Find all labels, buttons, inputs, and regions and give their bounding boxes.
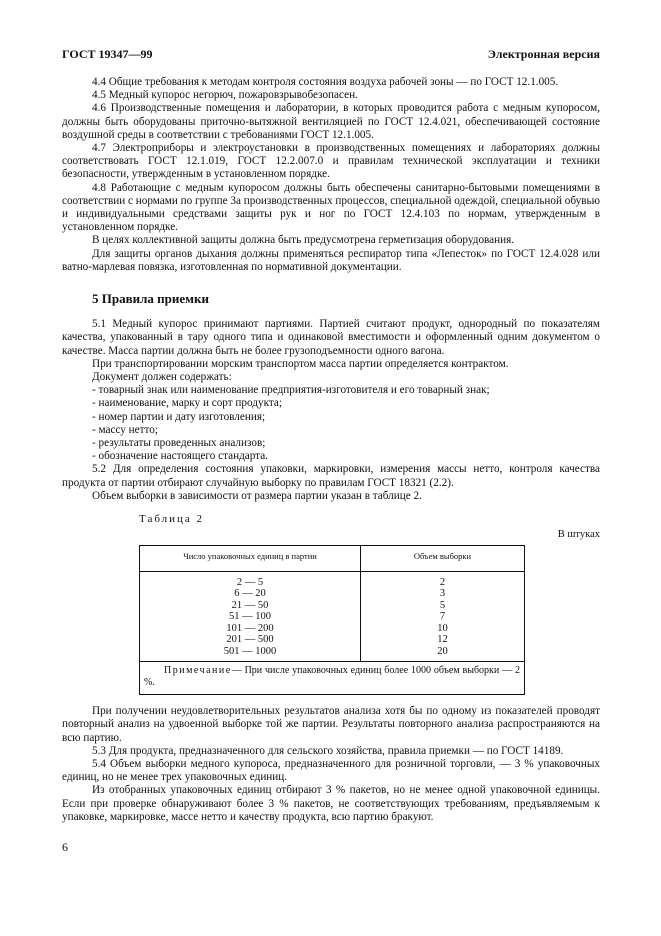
paragraph-5-4: 5.4 Объем выборки медного купороса, предназначенного для розничной торговли, — 3 % упаковочных единиц, но не менее трех упаковочных единиц. xyxy=(62,758,600,784)
paragraph-4-5: 4.5 Медный купорос негорюч, пожаровзрывобезопасен. xyxy=(92,89,358,102)
list-item: - наименование, марку и сорт продукта; xyxy=(92,397,282,410)
paragraph-document-contains: Документ должен содержать: xyxy=(92,371,232,384)
sample-column xyxy=(361,572,524,662)
version-label: Электронная версия xyxy=(487,47,600,61)
table-note-text: — При числе упаковочных единиц более 1000 объем выборки — 2 %. xyxy=(144,665,520,689)
list-item: - номер партии и дату изготовления; xyxy=(92,410,266,423)
paragraph-5-3: 5.3 Для продукта, предназначенного для сельского хозяйства, правила приемки — по ГОСТ 14189. xyxy=(92,744,564,757)
paragraph-5-2: 5.2 Для определения состояния упаковки, маркировки, измерения массы нетто, контроля качества продукта от партии отбирают случайную выборку по правилам ГОСТ 18321 (2.2). xyxy=(62,463,600,489)
paragraph-4-8: 4.8 Работающие с медным купоросом должны быть обеспечены санитарно-бытовыми помещениями в соответствии с нормами по группе 3а производственных процессов, специальной одеждой, специальной обувью и индивидуальными средствами защиты рук и ног по ГОСТ 12.4.103 по нормам, утвержденным в установленном порядке. xyxy=(62,181,600,234)
table-cell: 10 xyxy=(437,622,448,634)
paragraph-respiratory-protection: Для защиты органов дыхания должны применяться респиратор типа «Лепесток» по ГОСТ 12.4.028 или ватно-марлевая повязка, изготовленная по нормативной документации. xyxy=(62,247,600,273)
table-cell: 12 xyxy=(437,634,448,646)
paragraph-4-7: 4.7 Электроприборы и электроустановки в производственных помещениях и лабораториях должны соответствовать ГОСТ 12.1.019, ГОСТ 12.2.007.0 и правилам технической эксплуатации и техники безопасности, утвержденным в установленном порядке. xyxy=(62,142,600,181)
page-header xyxy=(62,47,600,62)
paragraph-sea-transport: При транспортировании морским транспортом масса партии определяется контрактом. xyxy=(92,357,509,370)
table-cell: 21 — 50 xyxy=(231,599,269,611)
table-header-row xyxy=(140,546,524,572)
list-item: - обозначение настоящего стандарта. xyxy=(92,450,268,463)
table-body xyxy=(140,572,524,662)
sample-size-table xyxy=(139,545,525,696)
post-table-block xyxy=(62,705,600,824)
paragraph-5-1: 5.1 Медный купорос принимают партиями. Партией считают продукт, однородный по показателям качества, упакованный в тару одного типа и одинаковой вместимости и оформленный одним документом о качестве. Масса партии должна быть не более грузоподъемности одного вагона. xyxy=(62,318,600,357)
table-caption: Таблица 2 xyxy=(139,513,205,526)
section-title: 5 Правила приемки xyxy=(92,291,209,307)
table-cell: 6 — 20 xyxy=(234,588,266,600)
list-item: - товарный знак или наименование предприятия-изготовителя и его товарный знак; xyxy=(92,384,490,397)
table-cell: 201 — 500 xyxy=(226,634,274,646)
table-note-label: Примечание xyxy=(164,665,232,677)
column-header-sample: Объем выборки xyxy=(361,546,524,572)
paragraph-repeat-analysis: При получении неудовлетворительных результатов анализа хотя бы по одному из показателей проводят повторный анализ на удвоенной выборке той же партии. Результаты повторного анализа распространяются на всю партию. xyxy=(62,705,600,744)
page-number: 6 xyxy=(62,840,68,854)
paragraph-4-4: 4.4 Общие требования к методам контроля состояния воздуха рабочей зоны — по ГОСТ 12.1.005. xyxy=(92,76,559,88)
table-units: В штуках xyxy=(557,529,600,541)
table-cell: 5 xyxy=(439,599,446,611)
table-cell: 7 xyxy=(439,611,446,623)
table-cell: 20 xyxy=(437,645,448,657)
table-cell: 2 — 5 xyxy=(236,576,264,588)
units-column xyxy=(140,572,361,662)
table-cell: 51 — 100 xyxy=(229,611,271,623)
table-cell: 3 xyxy=(439,588,446,600)
table-cell: 2 xyxy=(439,576,446,588)
standard-code: ГОСТ 19347—99 xyxy=(62,47,153,61)
page-content xyxy=(62,76,600,824)
column-header-units: Число упаковочных единиц в партии xyxy=(140,546,361,572)
paragraph-4-6: 4.6 Производственные помещения и лаборатории, в которых проводится работа с медным купоросом, должны быть оборудованы приточно-вытяжной вентиляцией по ГОСТ 12.4.021, обеспечивающей состояние воздушной среды в соответствии с требованиями ГОСТ 12.1.005. xyxy=(62,102,600,141)
table-cell: 501 — 1000 xyxy=(223,645,277,657)
table-cell: 101 — 200 xyxy=(226,622,274,634)
table-note xyxy=(140,661,524,694)
list-item: - результаты проведенных анализов; xyxy=(92,437,266,450)
paragraph-packets: Из отобранных упаковочных единиц отбирают 3 % пакетов, но не менее одной упаковочной единицы. Если при проверке обнаруживают более 3 % пакетов, не соответствующих требованиям, предъявляемым к упаковке, маркировке, массе нетто и качеству продукта, всю партию бракуют. xyxy=(62,784,600,823)
paragraph-collective-protection: В целях коллективной защиты должна быть предусмотрена герметизация оборудования. xyxy=(92,234,515,247)
paragraph-table-ref: Объем выборки в зависимости от размера партии указан в таблице 2. xyxy=(92,489,422,502)
list-item: - массу нетто; xyxy=(92,423,158,436)
